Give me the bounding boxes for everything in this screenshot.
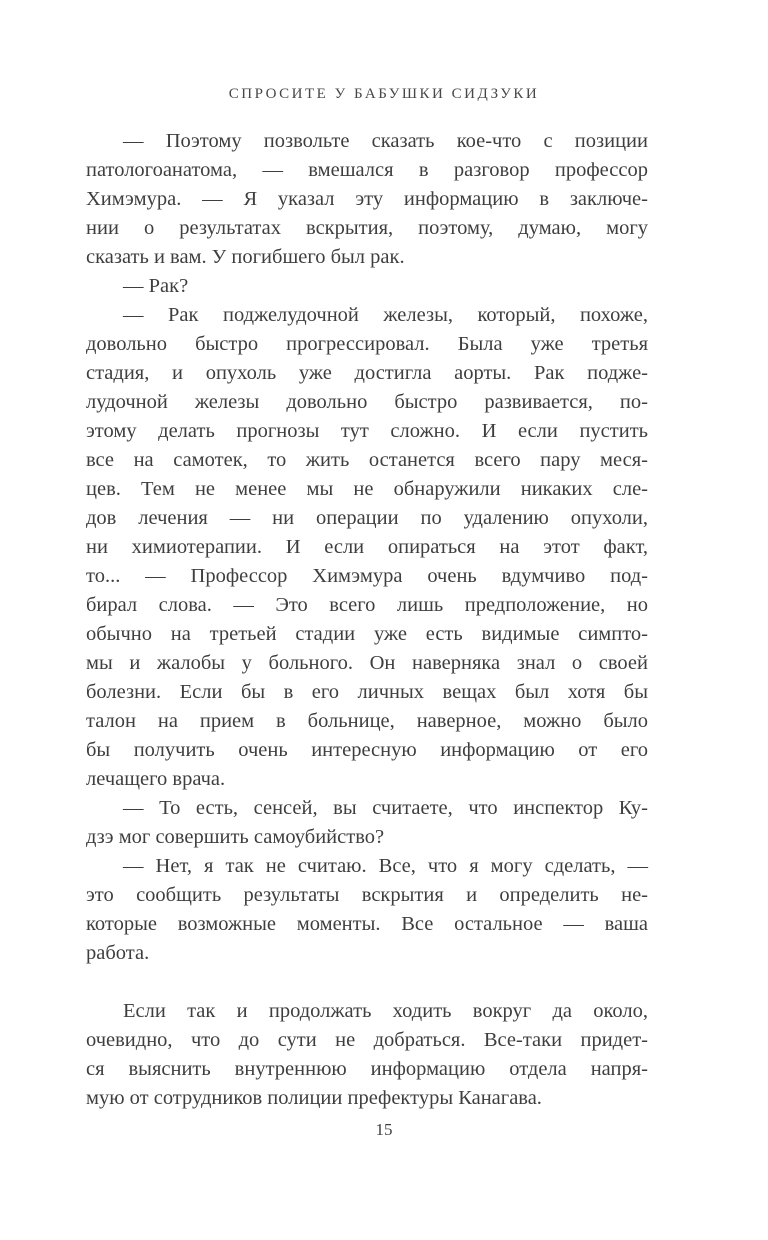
text-line: бы получить очень интересную информацию от его [86, 739, 648, 761]
text-line: Химэмура. — Я указал эту информацию в заключе- [86, 188, 648, 210]
paragraph [86, 127, 648, 272]
text-line: цев. Тем не менее мы не обнаружили никаких сле- [86, 478, 648, 500]
text-line: болезни. Если бы в его личных вещах был хотя бы [86, 681, 648, 703]
text-line: очевидно, что до сути не добраться. Все-таки придет- [86, 1029, 648, 1051]
text-line: ни химиотерапии. И если опираться на этот факт, [86, 536, 648, 558]
text-line: сказать и вам. У погибшего был рак. [86, 246, 405, 268]
text-line: лудочной железы довольно быстро развивается, по- [86, 391, 648, 413]
text-line: этому делать прогнозы тут сложно. И если пустить [86, 420, 648, 442]
paragraph [86, 301, 648, 794]
text-line: стадия, и опухоль уже достигла аорты. Рак подже- [86, 362, 648, 384]
text-line: патологоанатома, — вмешался в разговор профессор [86, 159, 648, 181]
text-line: все на самотек, то жить останется всего пару меся- [86, 449, 648, 471]
text-line: — Рак поджелудочной железы, который, похоже, [123, 304, 648, 326]
text-line: талон на прием в больнице, наверное, можно было [86, 710, 648, 732]
text-line: обычно на третьей стадии уже есть видимые симпто- [86, 623, 648, 645]
text-line: Если так и продолжать ходить вокруг да около, [123, 1000, 648, 1022]
page-number: 15 [375, 1120, 393, 1139]
text-line: которые возможные моменты. Все остальное — ваша [86, 913, 648, 935]
text-line: это сообщить результаты вскрытия и определить не- [86, 884, 648, 906]
text-line: довольно быстро прогрессировал. Была уже третья [86, 333, 648, 355]
text-line: — Нет, я так не считаю. Все, что я могу сделать, — [123, 855, 648, 877]
text-line: мы и жалобы у больного. Он наверняка знал о своей [86, 652, 648, 674]
text-line: — То есть, сенсей, вы считаете, что инспектор Ку- [123, 797, 648, 819]
text-line: работа. [86, 942, 150, 964]
text-line: бирал слова. — Это всего лишь предположение, но [86, 594, 648, 616]
text-body [86, 127, 648, 1113]
text-line: ся выяснить внутреннюю информацию отдела напря- [86, 1058, 648, 1080]
text-line: — Поэтому позвольте сказать кое-что с позиции [123, 130, 648, 152]
paragraph [86, 852, 648, 968]
text-line: лечащего врача. [86, 768, 226, 790]
text-line: дзэ мог совершить самоубийство? [86, 826, 385, 848]
running-head: СПРОСИТЕ У БАБУШКИ СИДЗУКИ [228, 86, 540, 102]
text-line: мую от сотрудников полиции префектуры Канагава. [86, 1087, 542, 1109]
text-line: дов лечения — ни операции по удалению опухоли, [86, 507, 648, 529]
paragraph [86, 997, 648, 1113]
paragraph [86, 272, 648, 301]
text-line: то... — Профессор Химэмура очень вдумчиво под- [86, 565, 648, 587]
text-line: — Рак? [123, 275, 189, 297]
text-line: нии о результатах вскрытия, поэтому, думаю, могу [86, 217, 648, 239]
paragraph [86, 794, 648, 852]
